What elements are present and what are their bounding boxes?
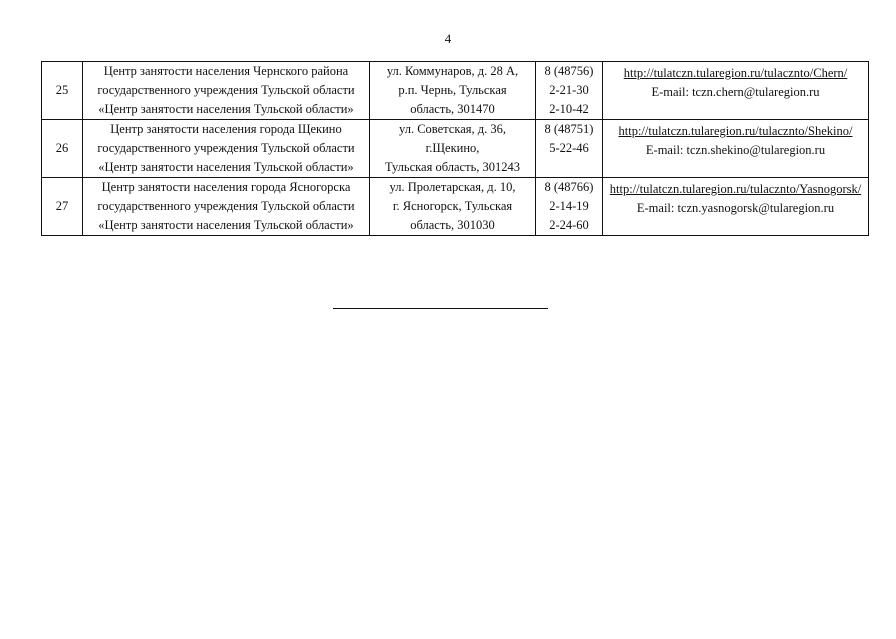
address-line: ул. Советская, д. 36, xyxy=(399,122,506,136)
address-cell xyxy=(370,62,536,120)
web-contacts-cell xyxy=(603,178,869,236)
website-link[interactable]: http://tulatczn.tularegion.ru/tulacznto/Shekino/ xyxy=(618,124,853,138)
address-line: Тульская область, 301243 xyxy=(384,160,521,174)
address-line: р.п. Чернь, Тульская xyxy=(398,83,507,97)
phone-line: 2-21-30 xyxy=(549,83,589,97)
address-line: ул. Коммунаров, д. 28 А, xyxy=(386,64,519,78)
address-cell xyxy=(370,120,536,178)
center-name-line: Центр занятости населения Чернского района xyxy=(103,64,349,78)
address-line: ул. Пролетарская, д. 10, xyxy=(389,180,516,194)
center-name-line: «Центр занятости населения Тульской области» xyxy=(98,102,354,116)
center-name-line: государственного учреждения Тульской области xyxy=(97,199,355,213)
page-number: 4 xyxy=(444,31,452,46)
website-link[interactable]: http://tulatczn.tularegion.ru/tulacznto/Yasnogorsk/ xyxy=(609,182,862,196)
center-name-cell xyxy=(83,62,370,120)
phone-line: 5-22-46 xyxy=(549,141,589,155)
phone-cell xyxy=(536,120,603,178)
row-number: 25 xyxy=(42,62,83,120)
email-text: E-mail: tczn.yasnogorsk@tularegion.ru xyxy=(636,201,835,215)
row-number: 27 xyxy=(42,178,83,236)
phone-cell xyxy=(536,62,603,120)
center-name-line: Центр занятости населения города Щекино xyxy=(110,122,342,136)
center-name-cell xyxy=(83,178,370,236)
center-name-line: государственного учреждения Тульской области xyxy=(97,83,355,97)
phone-line: 8 (48751) xyxy=(544,122,594,136)
phone-line: 8 (48756) xyxy=(544,64,594,78)
phone-line: 8 (48766) xyxy=(544,180,594,194)
center-name-line: «Центр занятости населения Тульской области» xyxy=(98,218,354,232)
row-number: 26 xyxy=(42,120,83,178)
table-row xyxy=(42,178,869,236)
web-contacts-cell xyxy=(603,120,869,178)
employment-centers-table xyxy=(41,61,869,236)
table-row xyxy=(42,120,869,178)
center-name-cell xyxy=(83,120,370,178)
table-row xyxy=(42,62,869,120)
center-name-line: «Центр занятости населения Тульской области» xyxy=(98,160,354,174)
center-name-line: государственного учреждения Тульской области xyxy=(97,141,355,155)
center-name-line: Центр занятости населения города Ясногорска xyxy=(101,180,351,194)
website-link[interactable]: http://tulatczn.tularegion.ru/tulacznto/Chern/ xyxy=(623,66,848,80)
end-of-document-separator xyxy=(333,308,548,309)
phone-line: 2-14-19 xyxy=(549,199,589,213)
address-cell xyxy=(370,178,536,236)
phone-line: 2-10-42 xyxy=(549,102,589,116)
email-text: E-mail: tczn.shekino@tularegion.ru xyxy=(645,143,826,157)
address-line: область, 301030 xyxy=(410,218,495,232)
phone-line: 2-24-60 xyxy=(549,218,589,232)
web-contacts-cell xyxy=(603,62,869,120)
phone-cell xyxy=(536,178,603,236)
address-line: г. Ясногорск, Тульская xyxy=(392,199,513,213)
address-line: область, 301470 xyxy=(410,102,495,116)
email-text: E-mail: tczn.chern@tularegion.ru xyxy=(651,85,820,99)
address-line: г.Щекино, xyxy=(425,141,480,155)
